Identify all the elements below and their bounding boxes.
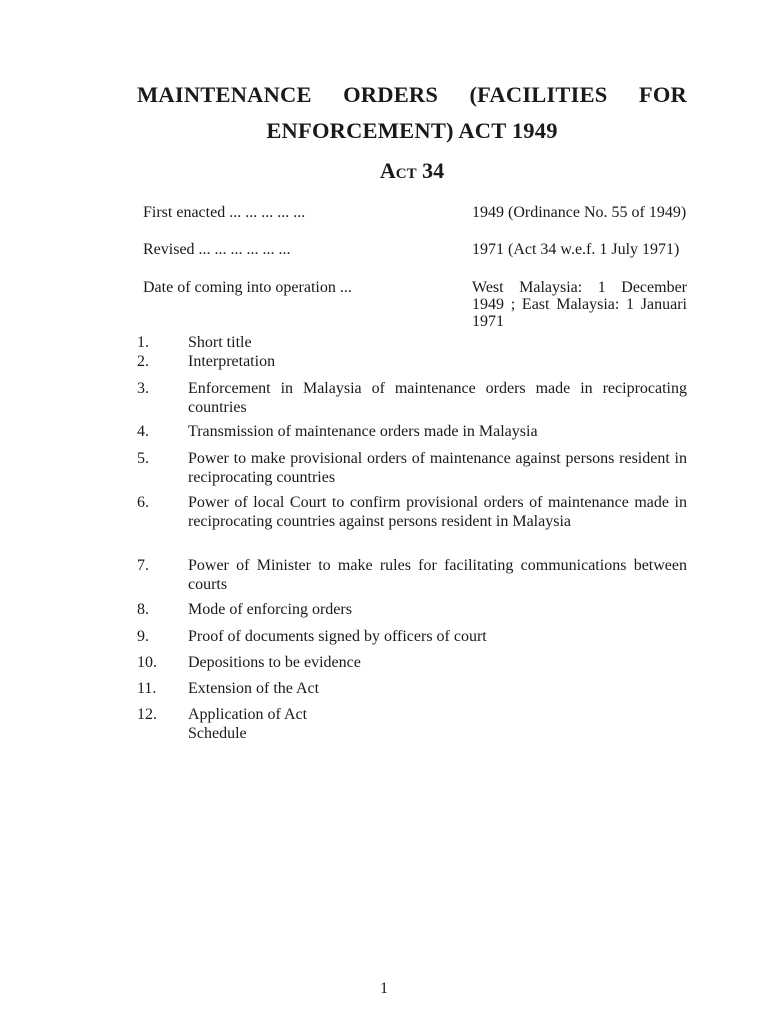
section-number: 2. [137, 353, 149, 370]
act-title-line-2: ENFORCEMENT) ACT 1949 [266, 118, 558, 143]
section-number: 6. [137, 494, 149, 511]
section-title: Interpretation [188, 353, 276, 370]
schedule-label: Schedule [188, 725, 247, 742]
page-number: 1 [380, 980, 388, 997]
meta-value: 1949 (Ordinance No. 55 of 1949) [472, 204, 687, 221]
section-number: 5. [137, 450, 149, 467]
act-number [137, 158, 687, 184]
meta-value: 1971 (Act 34 w.e.f. 1 July 1971) [472, 241, 680, 258]
section-title: Enforcement in Malaysia of maintenance orders made in reciprocating countries [188, 380, 687, 416]
section-title: Short title [188, 334, 252, 351]
section-title: Power to make provisional orders of maintenance against persons resident in reciprocating countries [188, 450, 687, 486]
meta-label: Revised ... ... ... ... ... ... [143, 241, 291, 258]
section-number: 9. [137, 628, 149, 645]
section-number: 1. [137, 334, 149, 351]
section-number: 7. [137, 557, 149, 574]
meta-label: Date of coming into operation ... [143, 279, 352, 296]
section-number: 10. [137, 654, 157, 671]
section-number: 3. [137, 380, 149, 397]
section-number: 8. [137, 601, 149, 618]
section-number: 12. [137, 706, 157, 723]
section-number: 11. [137, 680, 157, 697]
meta-value: West Malaysia: 1 December 1949 ; East Malaysia: 1 Januari 1971 [472, 279, 687, 330]
section-title: Mode of enforcing orders [188, 601, 352, 618]
section-number: 4. [137, 423, 149, 440]
meta-label: First enacted ... ... ... ... ... [143, 204, 306, 221]
section-title: Power of Minister to make rules for facilitating communications between courts [188, 557, 687, 593]
act-number-prefix: A [379, 158, 396, 183]
act-number-value: 34 [422, 158, 445, 183]
section-title: Extension of the Act [188, 680, 320, 697]
act-title-line-1: MAINTENANCE ORDERS (FACILITIES FOR [137, 82, 687, 107]
section-title: Power of local Court to confirm provisional orders of maintenance made in reciprocating countries against persons resident in Malaysia [188, 494, 687, 530]
act-number-word: ct [395, 158, 417, 183]
section-title: Application of Act [188, 706, 308, 723]
section-title: Transmission of maintenance orders made in Malaysia [188, 423, 538, 440]
section-title: Proof of documents signed by officers of court [188, 628, 487, 645]
section-title: Depositions to be evidence [188, 654, 361, 671]
